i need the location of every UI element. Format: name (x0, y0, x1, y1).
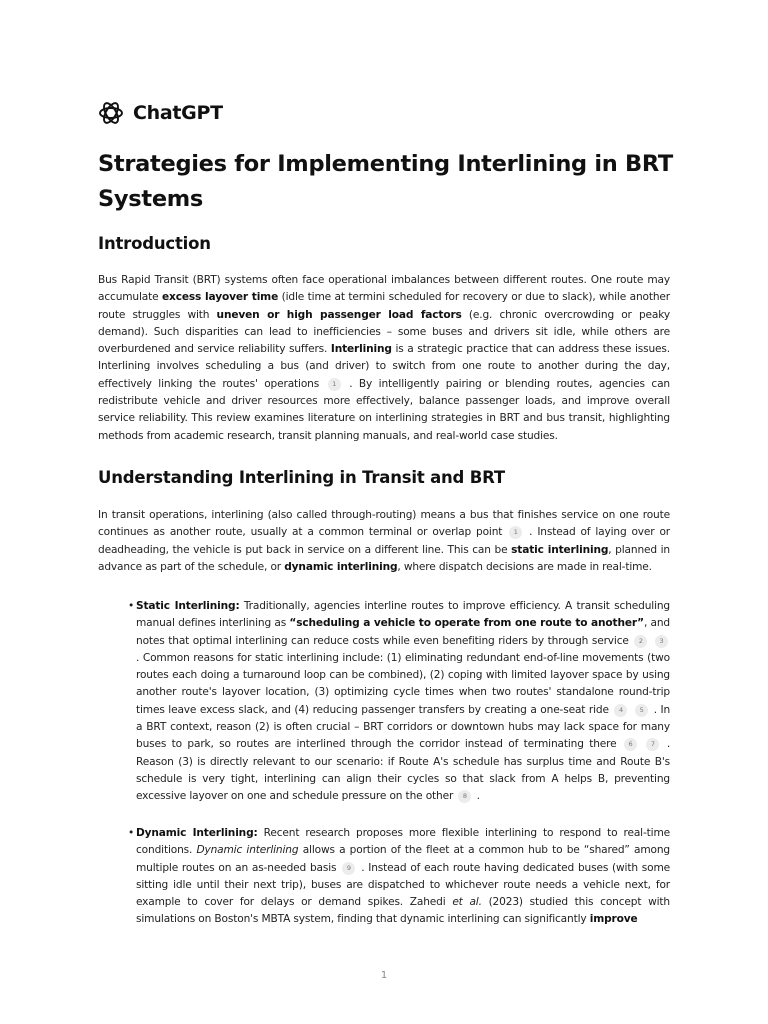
citation-badge[interactable]: 7 (646, 738, 659, 751)
citation-badge[interactable]: 2 (634, 635, 647, 648)
section-heading-understanding: Understanding Interlining in Transit and BRT (98, 468, 505, 487)
citation-badge[interactable]: 1 (509, 526, 522, 539)
citation-badge[interactable]: 3 (655, 635, 668, 648)
citation-badge[interactable]: 6 (624, 738, 637, 751)
chatgpt-logo (98, 100, 223, 126)
citation-badge[interactable]: 1 (328, 378, 341, 391)
list-item-static-interlining (128, 598, 670, 806)
section-heading-introduction: Introduction (98, 234, 211, 253)
bullet-marker: • (128, 600, 135, 612)
list-item-dynamic-interlining (128, 825, 670, 929)
intro-paragraph: Bus Rapid Transit (BRT) systems often face operational imbalances between different routes. One route may accumulate excess layover time (idle time at termini scheduled for recovery or due to slack), while another route struggles with uneven or high passenger load factors (e.g. chronic overcrowding or peaky demand). Such disparities can lead to inefficiencies – some buses and drivers sit idle, while others are overburdened and service reliability suffers. Interlining is a strategic practice that can address these issues. Interlining involves scheduling a bus (and driver) to switch from one route to another during the day, effectively linking the routes' operations 1 . By intelligently pairing or blending routes, agencies can redistribute vehicle and driver resources more effectively, balance passenger loads, and improve overall service reliability. This review examines literature on interlining strategies in BRT and bus transit, highlighting methods from academic research, transit planning manuals, and real-world case studies. (98, 274, 671, 442)
bullet-marker: • (128, 827, 135, 839)
dynamic-interlining-text: Dynamic Interlining: Recent research proposes more flexible interlining to respond to real-time conditions. Dynamic interlining allows a portion of the fleet at a common hub to be “shared” among multiple routes on an as-needed basis 9 . Instead of each route having dedicated buses (with some sitting idle until their next trip), buses are dispatched to whichever route needs a vehicle next, for example to cover for delays or demand spikes. Zahedi et al. (2023) studied this concept with simulations on Boston's MBTA system, finding that dynamic interlining can significantly improve (136, 827, 671, 926)
document-title: Strategies for Implementing Interlining in BRT Systems (98, 151, 673, 212)
logo-text: ChatGPT (133, 102, 223, 124)
openai-logo-icon (98, 100, 124, 126)
static-interlining-text: Static Interlining: Traditionally, agencies interline routes to improve efficiency. A transit scheduling manual defines interlining as “scheduling a vehicle to operate from one route to another”, and notes that optimal interlining can reduce costs while even benefiting riders by through service 2 3 . Common reasons for static interlining include: (1) eliminating redundant end-of-line movements (two routes each doing a turnaround loop can be combined), (2) coping with limited layover space by using another route's layover location, (3) optimizing cycle times when two routes' standalone round-trip times leave excess slack, and (4) reducing passenger transfers by creating a one-seat ride 4 5 . In a BRT context, reason (2) is often crucial – BRT corridors or downtown hubs may lack space for many buses to park, so routes are interlined through the corridor instead of terminating there 6 7 . Reason (3) is directly relevant to our scenario: if Route A's schedule has surplus time and Route B's schedule is very tight, interlining can align their cycles so that slack from A helps B, preventing excessive layover on one and schedule pressure on the other 8 . (136, 600, 671, 803)
page-number: 1 (380, 970, 388, 981)
citation-badge[interactable]: 4 (614, 704, 627, 717)
citation-badge[interactable]: 8 (458, 790, 471, 803)
understanding-paragraph: In transit operations, interlining (also called through-routing) means a bus that finishes service on one route continues as another route, usually at a common terminal or overlap point 1 . Instead of laying over or deadheading, the vehicle is put back in service on a different line. This can be static interlining, planned in advance as part of the schedule, or dynamic interlining, where dispatch decisions are made in real-time. (98, 509, 670, 573)
citation-badge[interactable]: 5 (635, 704, 648, 717)
citation-badge[interactable]: 9 (342, 862, 355, 875)
